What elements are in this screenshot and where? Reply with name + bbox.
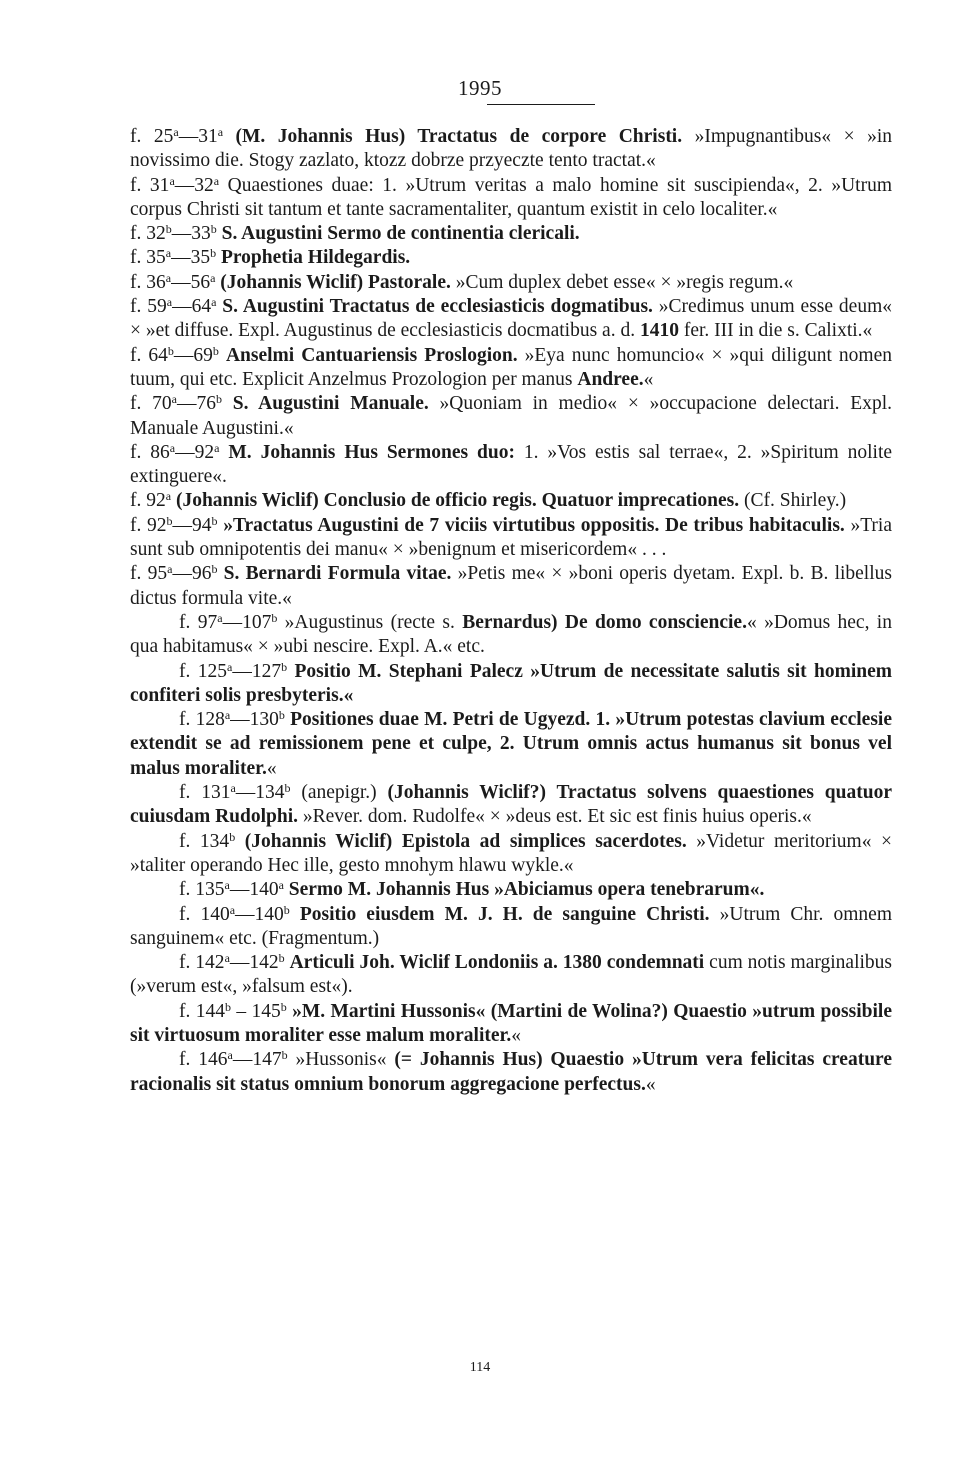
entry-text: »Cum duplex debet esse« × »regis regum.« <box>450 271 794 293</box>
folio-superscript: a <box>169 173 175 188</box>
folio-superscript: b <box>280 999 287 1014</box>
catalogue-entry <box>130 125 892 174</box>
entry-text: 1. »Vos estis sal terrae«, 2. »Spiritum nolite extinguere«. <box>130 441 893 488</box>
entry-text: f. 36 <box>130 271 166 293</box>
folio-superscript: b <box>281 659 288 674</box>
entry-text: —140 <box>229 879 279 901</box>
folio-superscript: b <box>212 343 219 358</box>
entry-text: f. 32 <box>130 223 166 245</box>
folio-superscript: b <box>215 392 222 407</box>
entry-text: f. 25 <box>130 126 174 147</box>
bold-title: Articuli Joh. Wiclif Londoniis a. 1380 condemnati <box>289 952 705 974</box>
entry-text: f. 97 <box>179 611 218 633</box>
entry-text: cum notis marginalibus (»verum est«, »falsum est«). <box>130 952 893 998</box>
folio-superscript: a <box>226 659 233 674</box>
bold-title: Positio eiusdem M. J. H. de sanguine Christi. <box>299 903 710 925</box>
entry-text: « <box>645 1073 656 1095</box>
entry-text: —107 <box>222 611 272 633</box>
entry-text: f. 92 <box>130 490 166 512</box>
entry-text: f. 125 <box>179 660 227 682</box>
entry-text: f. 146 <box>179 1049 228 1071</box>
entry-text: « <box>266 757 277 779</box>
bold-title: Sermo M. Johannis Hus »Abiciamus opera tenebrarum«. <box>288 879 765 901</box>
folio-superscript: b <box>224 999 231 1014</box>
folio-superscript: b <box>211 513 218 528</box>
catalogue-entry <box>130 1048 892 1097</box>
entry-text: —94 <box>172 514 212 536</box>
entry-text: »Eya nunc homuncio« × »qui diligunt nomen tuum, qui etc. Explicit Anzelmus Prozologion per manus <box>130 344 893 390</box>
catalogue-entry <box>130 878 892 902</box>
folio-superscript: a <box>167 562 173 577</box>
folio-superscript: b <box>166 513 173 528</box>
entry-text <box>222 393 233 414</box>
entry-text: f. 86 <box>130 441 170 463</box>
entry-text: f. 70 <box>130 393 172 415</box>
catalogue-entry <box>130 222 892 246</box>
folio-superscript: b <box>211 562 218 577</box>
entry-text: fer. III in die s. Calixti.« <box>678 320 873 342</box>
folio-superscript: a <box>217 610 223 625</box>
bold-title: M. Johannis Hus Sermones duo: <box>228 441 515 463</box>
folio-superscript: a <box>165 270 172 285</box>
bold-title: »M. Martini Hussonis« (Martini de Wolina?) Quaestio »utrum possibile sit virtuosum moraliter esse malum moraliter. <box>130 1000 892 1046</box>
entry-text: f. 142 <box>179 952 225 974</box>
entry-text: »Hussonis« <box>287 1049 395 1071</box>
folio-superscript: b <box>271 610 278 625</box>
entry-text: f. 135 <box>179 879 225 901</box>
folio-superscript: a <box>213 173 220 188</box>
header-rule <box>487 104 595 105</box>
entry-text: —56 <box>171 271 211 293</box>
catalogue-entry <box>130 392 892 441</box>
bold-title: S. Augustini Sermo de continentia clericali. <box>221 223 580 245</box>
catalogue-entry <box>130 514 892 563</box>
catalogue-entry <box>130 174 892 223</box>
entry-text: « <box>643 368 654 390</box>
catalogue-entry <box>130 660 892 709</box>
entry-text: —32 <box>174 174 214 196</box>
folio-superscript: a <box>169 440 176 455</box>
entry-text: f. 31 <box>130 174 170 196</box>
entry-text <box>219 345 226 366</box>
entry-text: —69 <box>173 344 213 366</box>
catalogue-entry <box>130 441 892 490</box>
entry-text: »Quoniam in medio« × »occupacione delectari. Expl. Manuale Augustini.« <box>130 393 893 439</box>
folio-superscript: b <box>283 902 290 917</box>
catalogue-entry <box>130 708 892 781</box>
folio-superscript: a <box>229 902 236 917</box>
entry-text: —142 <box>229 952 279 974</box>
entry-text: —76 <box>176 393 216 415</box>
entry-text: —92 <box>175 441 215 463</box>
entry-text: »Utrum Chr. omnem sanguinem« etc. (Fragmentum.) <box>130 903 893 949</box>
page-header-number: 1995 <box>458 76 502 100</box>
page-footer-number: 114 <box>469 1360 491 1375</box>
folio-superscript: a <box>224 951 230 966</box>
bold-title: (Johannis Wiclif) Conclusio de officio regis. Quatuor imprecationes. <box>175 490 740 512</box>
folio-superscript: a <box>224 878 230 893</box>
catalogue-entry <box>130 1000 892 1049</box>
folio-superscript: b <box>284 781 291 796</box>
entry-text: —140 <box>235 903 284 925</box>
folio-superscript: a <box>278 878 284 893</box>
entry-text: —35 <box>171 247 211 269</box>
entry-text: —127 <box>232 660 282 682</box>
entry-text: »Augustinus (recte s. <box>277 611 463 633</box>
folio-superscript: a <box>230 781 236 796</box>
entry-text: —147 <box>232 1049 282 1071</box>
folio-superscript: a <box>217 125 224 139</box>
entry-text: Quaestiones duae: 1. »Utrum veritas a malo homine sit suscipienda«, 2. »Utrum corpus Christi sit tantum et tante sacramentaliter, quantum existit in celo localiter.« <box>130 174 892 220</box>
folio-superscript: a <box>224 708 231 723</box>
bold-title: Prophetia Hildegardis. <box>220 247 411 269</box>
folio-superscript: a <box>214 440 220 455</box>
entry-text: —33 <box>171 223 211 245</box>
folio-superscript: a <box>165 246 172 261</box>
bold-title: S. Augustini Manuale. <box>232 393 429 415</box>
bold-title: (= Johannis Hus) Quaestio »Utrum vera felicitas creature racionalis sit status omnium bonorum aggregacione perfectus. <box>130 1049 893 1095</box>
bold-title: »Tractatus Augustini de 7 viciis virtutibus oppositis. De tribus habitaculis. <box>223 514 845 536</box>
entry-text <box>223 126 236 147</box>
bold-title: (M. Johannis Hus) Tractatus de corpore Christi. <box>235 126 683 147</box>
entry-text: »Petis me« × »boni operis dyetam. Expl. b. B. libellus dictus formula vite.« <box>130 563 892 609</box>
folio-superscript: a <box>210 270 216 285</box>
entry-text: f. 131 <box>179 782 231 804</box>
bold-title: (Johannis Wiclif) Epistola ad simplices sacerdotes. <box>244 830 687 852</box>
bold-title: Positio M. Stephani Palecz »Utrum de necessitate salutis sit hominem confiteri solis presbyteris.« <box>130 660 893 706</box>
bold-title: 1410 <box>639 320 679 342</box>
folio-superscript: b <box>229 829 236 844</box>
catalogue-entry <box>130 271 892 295</box>
entry-text: (Cf. Shirley.) <box>739 490 847 512</box>
catalogue-entry <box>130 295 892 344</box>
entry-text: »Videtur meritorium« × »taliter operando Hec ille, gesto mnohym hlawu wykle.« <box>130 830 893 876</box>
folio-superscript: b <box>210 246 217 261</box>
folio-superscript: a <box>227 1048 233 1063</box>
catalogue-entry <box>130 562 892 611</box>
folio-superscript: b <box>165 222 172 237</box>
folio-superscript: a <box>171 392 177 407</box>
catalogue-entry <box>130 903 892 952</box>
folio-superscript: a <box>211 295 217 310</box>
folio-superscript: b <box>278 951 285 966</box>
entry-text <box>235 831 245 852</box>
bold-title: S. Augustini Tractatus de ecclesiasticis dogmatibus. <box>222 296 653 318</box>
catalogue-entry <box>130 611 892 660</box>
entry-text: « <box>511 1024 522 1046</box>
entry-text: —134 <box>235 782 285 804</box>
catalogue-entry <box>130 489 892 513</box>
bold-title: Anselmi Cantuariensis Proslogion. <box>225 344 518 366</box>
entry-text: « »Domus hec, in qua habitamus« × »ubi nescire. Expl. A.« etc. <box>130 611 892 658</box>
entry-text: »Rever. dom. Rudolfe« × »deus est. Et sic est finis huius operis.« <box>298 806 812 828</box>
entry-text: —96 <box>172 563 212 585</box>
entry-text: »Credimus unum esse deum« × »et diffuse. Expl. Augustinus de ecclesiasticis docmatibus a. d. <box>130 296 892 342</box>
bold-title: Andree. <box>577 368 644 390</box>
entry-text: f. 59 <box>130 296 167 318</box>
folio-superscript: a <box>166 295 173 310</box>
folio-superscript: b <box>167 343 174 358</box>
catalogue-entry <box>130 344 892 393</box>
entry-text: f. 35 <box>130 247 166 269</box>
bold-title: S. Bernardi Formula vitae. <box>223 563 452 585</box>
entry-text <box>290 904 300 925</box>
entry-text: —130 <box>230 709 279 731</box>
entry-text: f. 144 <box>179 1000 225 1022</box>
entry-text: (anepigr.) <box>290 782 388 804</box>
folio-superscript: a <box>173 125 179 139</box>
entry-text: —31 <box>178 126 218 147</box>
bold-title: Bernardus) De domo consciencie. <box>462 611 747 633</box>
entry-text: f. 92 <box>130 514 167 536</box>
entry-text: f. 134 <box>179 830 230 852</box>
entry-text: f. 95 <box>130 563 168 585</box>
entry-text: »Tria sunt sub omnipotentis dei manu« × »benignum et misericordem« . . . <box>130 514 892 561</box>
folio-superscript: b <box>210 222 217 237</box>
catalogue-entry <box>130 830 892 879</box>
folio-superscript: b <box>278 708 285 723</box>
catalogue-entry <box>130 781 892 830</box>
folio-superscript: a <box>165 489 172 504</box>
bold-title: Positiones duae M. Petri de Ugyezd. 1. »Utrum potestas clavium ecclesie extendit se ad remissionem pene et culpe, 2. Utrum omnis actus humanus sit bonus vel malus moraliter. <box>130 709 892 779</box>
bold-title: (Johannis Wiclif) Pastorale. <box>220 271 451 293</box>
entry-text: »Impugnantibus« × »in novissimo die. Stogy zazlato, ktozz dobrze przyeczte tento tractat.« <box>130 126 893 172</box>
catalogue-entry <box>130 951 892 1000</box>
entry-text: f. 140 <box>179 903 230 925</box>
entry-text: f. 128 <box>179 709 225 731</box>
entry-text: f. 64 <box>130 344 168 366</box>
catalogue-entries <box>130 125 892 1097</box>
bold-title: (Johannis Wiclif?) Tractatus solvens quaestiones quatuor cuiusdam Rudolphi. <box>130 782 892 828</box>
catalogue-entry <box>130 246 892 270</box>
entry-text: —64 <box>172 296 212 318</box>
entry-text: – 145 <box>230 1000 281 1022</box>
folio-superscript: b <box>281 1048 288 1063</box>
